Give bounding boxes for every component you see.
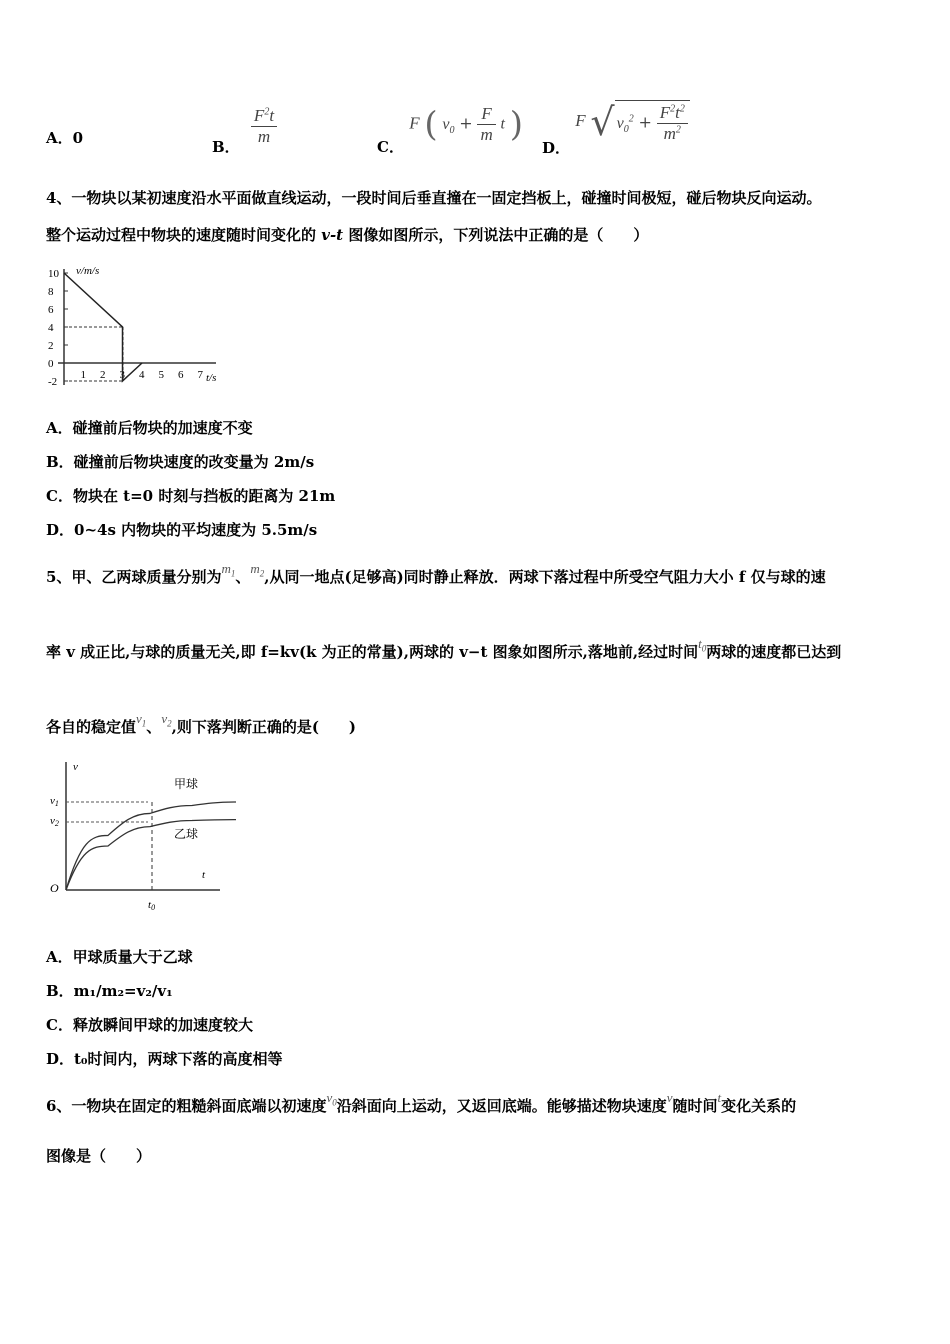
q4-ytick-label: 0	[48, 358, 54, 370]
q4-option-c[interactable]: C．物块在 t=0 时刻与挡板的距离为 21m	[46, 487, 336, 505]
q3-option-a[interactable]: A．0	[46, 129, 84, 147]
q4-xtick-label: 7	[197, 369, 203, 381]
q6-stem-line2: 图像是（ ）	[46, 1147, 152, 1165]
q4-xtick-label: 5	[158, 369, 164, 381]
q4-x-label: t/s	[206, 372, 217, 384]
q3-option-c[interactable]: C． F ( $v_0$ + $\frac{F}{m}$ t )	[377, 104, 524, 156]
q4-stem-line2: 整个运动过程中物块的速度随时间变化的 v-t 图像如图所示，下列说法中正确的是（ ）	[46, 226, 649, 244]
q4-option-d[interactable]: D．0~4s 内物块的平均速度为 5.5m/s	[46, 521, 318, 539]
q5-stem-line2: 率 v 成正比,与球的质量无关,即 f=kv(k 为正的常量),两球的 v−t 图象如图所示,落地前,经过时间$t_0$两球的速度都已达到	[46, 636, 842, 661]
formula-b: $\frac{F^2t}{m}$	[251, 106, 277, 147]
q4-xtick-label: 3	[119, 369, 125, 381]
q5-stem-line3: 各自的稳定值$v_1$、$v_2$,则下落判断正确的是( )	[46, 711, 357, 736]
q5-series-yi	[66, 820, 236, 890]
q5-option-a[interactable]: A．甲球质量大于乙球	[46, 948, 193, 966]
formula-d: F √ $v_0^2$ + $\frac{F^2t^2}{m^2}$	[575, 100, 690, 144]
q4-xtick-label: 6	[178, 369, 184, 381]
q5-v1-label: v1	[50, 795, 59, 808]
q5-series-jia	[66, 802, 236, 890]
q5-option-d[interactable]: D．t₀时间内，两球下落的高度相等	[46, 1050, 283, 1068]
q4-ytick-label: 2	[48, 340, 54, 352]
q4-xtick-label: 4	[139, 369, 145, 381]
q4-ytick-label: 8	[48, 286, 54, 298]
q5-origin-label: O	[50, 881, 59, 895]
q3-options-row	[0, 100, 950, 160]
q4-ytick-label: 4	[48, 322, 54, 334]
q4-xtick-label: 1	[80, 369, 86, 381]
q4-stem-line1: 4、一物块以某初速度沿水平面做直线运动，一段时间后垂直撞在一固定挡板上，碰撞时间极短，碰后物块反向运动。	[46, 189, 822, 207]
q4-xtick-label: 2	[100, 369, 106, 381]
formula-c: F ( $v_0$ + $\frac{F}{m}$ t )	[409, 104, 524, 145]
q5-legend-yi: 乙球	[174, 827, 199, 841]
q5-v2-label: v2	[50, 815, 59, 828]
q4-ytick-label: 10	[48, 268, 59, 280]
q6-stem-line1: 6、一物块在固定的粗糙斜面底端以初速度$v_0$沿斜面向上运动，又返回底端。能够描述物块速度v随时间t变化关系的	[46, 1090, 797, 1115]
q4-vt-chart	[46, 263, 226, 391]
q5-stem-line1: 5、甲、乙两球质量分别为$m_1$、$m_2$,从同一地点(足够高)同时静止释放．两球下落过程中所受空气阻力大小 f 仅与球的速	[46, 561, 826, 586]
q4-ytick-label: -2	[48, 376, 58, 388]
q3-option-d[interactable]: D． F √ $v_0^2$ + $\frac{F^2t^2}{m^2}$	[542, 100, 690, 144]
q5-legend-jia: 甲球	[174, 777, 199, 791]
q5-vt-chart	[46, 758, 236, 918]
q4-ytick-label: 6	[48, 304, 54, 316]
q5-t0-label: t0	[148, 899, 156, 912]
q3-option-b[interactable]: B． $\frac{F^2t}{m}$	[212, 106, 277, 147]
q5-x-label: t	[202, 869, 206, 881]
q5-option-b[interactable]: B．m₁/m₂=v₂/v₁	[46, 982, 173, 1000]
q5-option-c[interactable]: C．释放瞬间甲球的加速度较大	[46, 1016, 253, 1034]
q4-y-label: v/m/s	[76, 265, 100, 277]
q4-option-a[interactable]: A．碰撞前后物块的加速度不变	[46, 419, 253, 437]
q4-option-b[interactable]: B．碰撞前后物块速度的改变量为 2m/s	[46, 453, 315, 471]
q5-y-label: v	[73, 761, 78, 773]
